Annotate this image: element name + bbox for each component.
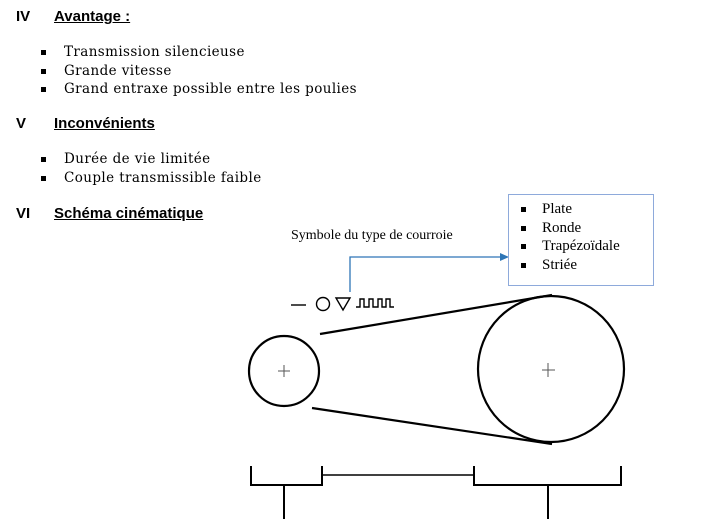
list-item: Durée de vie limitée	[41, 150, 262, 169]
section-number: VI	[16, 205, 31, 222]
belt-types-list	[519, 200, 620, 275]
list-item: Ronde	[519, 219, 620, 238]
small-pulley-hub	[251, 466, 322, 485]
list-item: Grand entraxe possible entre les poulies	[41, 80, 357, 99]
section-title: Inconvénients	[54, 115, 155, 132]
belt-drive	[249, 295, 624, 444]
section-title: Avantage :	[54, 8, 131, 25]
list-item: Plate	[519, 200, 620, 219]
pointer-arrow	[350, 253, 509, 292]
section-number: V	[16, 115, 27, 132]
belt-types-box	[508, 194, 654, 286]
list-item: Transmission silencieuse	[41, 43, 357, 62]
list-item: Trapézoïdale	[519, 237, 620, 256]
section-title: Schéma cinématique	[54, 205, 204, 222]
belt-lower-strand	[312, 408, 552, 444]
list-item: Striée	[519, 256, 620, 275]
list-item: Grande vitesse	[41, 62, 357, 81]
large-pulley-hub	[474, 466, 621, 485]
shaft-supports	[251, 466, 621, 519]
list-item: Couple transmissible faible	[41, 169, 262, 188]
round-belt-symbol	[317, 298, 330, 311]
section-number: IV	[16, 8, 31, 25]
belt-upper-strand	[320, 295, 552, 334]
symbol-label: Symbole du type de courroie	[291, 228, 453, 243]
v-belt-symbol	[336, 298, 350, 310]
ribbed-belt-symbol	[356, 299, 394, 307]
large-pulley	[478, 296, 624, 442]
belt-type-symbols	[291, 298, 394, 311]
